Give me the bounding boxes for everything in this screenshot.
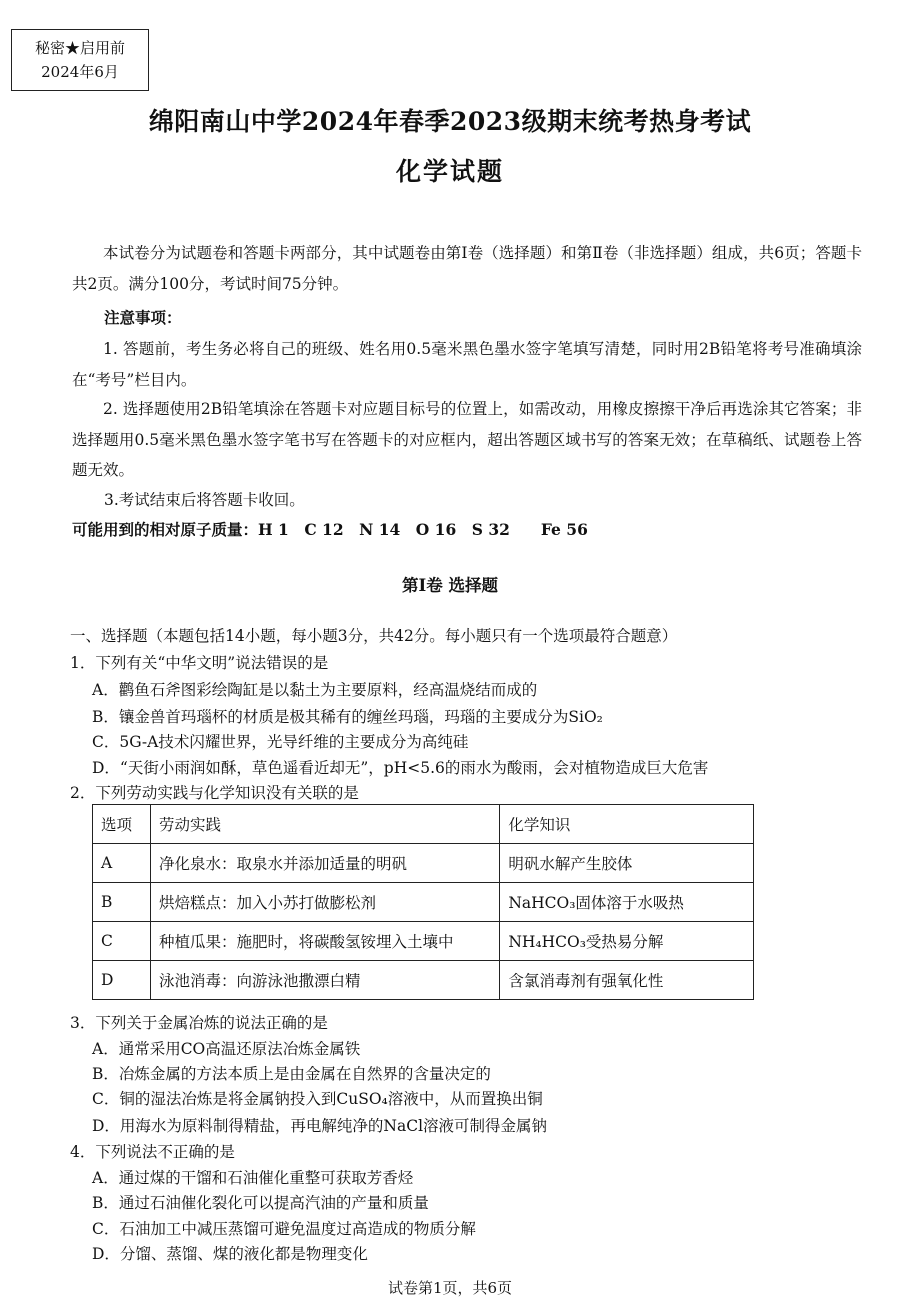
row-b-knowledge: NaHCO₃固体溶于水吸热 <box>500 883 754 922</box>
table-row <box>93 922 754 961</box>
section-title: 第Ⅰ卷 选择题 <box>402 576 498 595</box>
question-4-option-c: C．石油加工中减压蒸馏可避免温度过高造成的物质分解 <box>92 1220 476 1238</box>
notice-item-2: 2. 选择题使用2B铅笔填涂在答题卡对应题目标号的位置上，如需改动，用橡皮擦擦干净后再选涂其它答案；非选择题用0.5毫米黑色墨水签字笔书写在答题卡的对应框内，超出答题区域书写的答案无效；在草稿纸、试题卷上答题无效。 <box>72 400 862 479</box>
header-practice: 劳动实践 <box>150 805 499 844</box>
table-header-row <box>93 805 754 844</box>
row-a-option: A <box>93 844 151 883</box>
part-heading: 一、选择题（本题包括14小题，每小题3分，共42分。每小题只有一个选项最符合题意） <box>70 627 678 645</box>
row-c-knowledge: NH₄HCO₃受热易分解 <box>500 922 754 961</box>
question-2-stem: 2．下列劳动实践与化学知识没有关联的是 <box>70 784 359 802</box>
question-2-table <box>92 804 754 1000</box>
question-1-option-d: D．“天街小雨润如酥，草色遥看近却无”，pH<5.6的雨水为酸雨，会对植物造成巨大危害 <box>92 759 709 777</box>
row-c-practice: 种植瓜果：施肥时，将碳酸氢铵埋入土壤中 <box>150 922 499 961</box>
notice-item-3: 3.考试结束后将答题卡收回。 <box>104 491 305 509</box>
question-3-option-b: B．冶炼金属的方法本质上是由金属在自然界的含量决定的 <box>92 1065 491 1083</box>
atomic-mass-line: 可能用到的相对原子质量：H 1 C 12 N 14 O 16 S 32 Fe 56 <box>72 520 588 539</box>
question-1-option-a: A．鹳鱼石斧图彩绘陶缸是以黏土为主要原料，经高温烧结而成的 <box>92 681 538 699</box>
notice-heading: 注意事项： <box>104 308 182 327</box>
question-1-stem: 1．下列有关“中华文明”说法错误的是 <box>70 654 329 672</box>
header-knowledge: 化学知识 <box>500 805 754 844</box>
question-1-option-b: B．镶金兽首玛瑙杯的材质是极其稀有的缠丝玛瑙，玛瑙的主要成分为SiO₂ <box>92 708 603 726</box>
question-4-option-b: B．通过石油催化裂化可以提高汽油的产量和质量 <box>92 1194 429 1212</box>
row-d-option: D <box>93 961 151 1000</box>
question-4-option-a: A．通过煤的干馏和石油催化重整可获取芳香烃 <box>92 1169 414 1187</box>
exam-title: 绵阳南山中学2024年春季2023级期末统考热身考试 <box>148 107 752 136</box>
row-b-option: B <box>93 883 151 922</box>
question-3-stem: 3．下列关于金属冶炼的说法正确的是 <box>70 1014 328 1032</box>
row-d-practice: 泳池消毒：向游泳池撒漂白精 <box>150 961 499 1000</box>
notice-item-1: 1. 答题前，考生务必将自己的班级、姓名用0.5毫米黑色墨水签字笔填写清楚，同时用2B铅笔将考号准确填涂在“考号”栏目内。 <box>72 340 862 389</box>
intro-paragraph: 本试卷分为试题卷和答题卡两部分，其中试题卷由第Ⅰ卷（选择题）和第Ⅱ卷（非选择题）组成，共6页；答题卡共2页。满分100分，考试时间75分钟。 <box>72 244 862 293</box>
question-3-option-a: A．通常采用CO高温还原法冶炼金属铁 <box>92 1040 361 1058</box>
header-option: 选项 <box>93 805 151 844</box>
stamp-line-1: 秘密★启用前 <box>34 39 125 57</box>
question-3-option-c: C．铜的湿法冶炼是将金属钠投入到CuSO₄溶液中，从而置换出铜 <box>92 1090 543 1108</box>
table-row <box>93 844 754 883</box>
question-4-stem: 4．下列说法不正确的是 <box>70 1143 235 1161</box>
question-3-option-d: D．用海水为原料制得精盐，再电解纯净的NaCl溶液可制得金属钠 <box>92 1117 548 1135</box>
table-row <box>93 883 754 922</box>
row-d-knowledge: 含氯消毒剂有强氧化性 <box>500 961 754 1000</box>
question-1-option-c: C．5G-A技术闪耀世界，光导纤维的主要成分为高纯硅 <box>92 733 469 751</box>
stamp-line-2: 2024年6月 <box>41 63 119 81</box>
row-b-practice: 烘焙糕点：加入小苏打做膨松剂 <box>150 883 499 922</box>
row-a-knowledge: 明矾水解产生胶体 <box>500 844 754 883</box>
exam-subtitle: 化学试题 <box>395 157 504 186</box>
row-a-practice: 净化泉水：取泉水并添加适量的明矾 <box>150 844 499 883</box>
row-c-option: C <box>93 922 151 961</box>
confidential-stamp <box>11 29 149 91</box>
table-row <box>93 961 754 1000</box>
page-footer: 试卷第1页，共6页 <box>387 1279 513 1297</box>
question-4-option-d: D．分馏、蒸馏、煤的液化都是物理变化 <box>92 1245 368 1263</box>
